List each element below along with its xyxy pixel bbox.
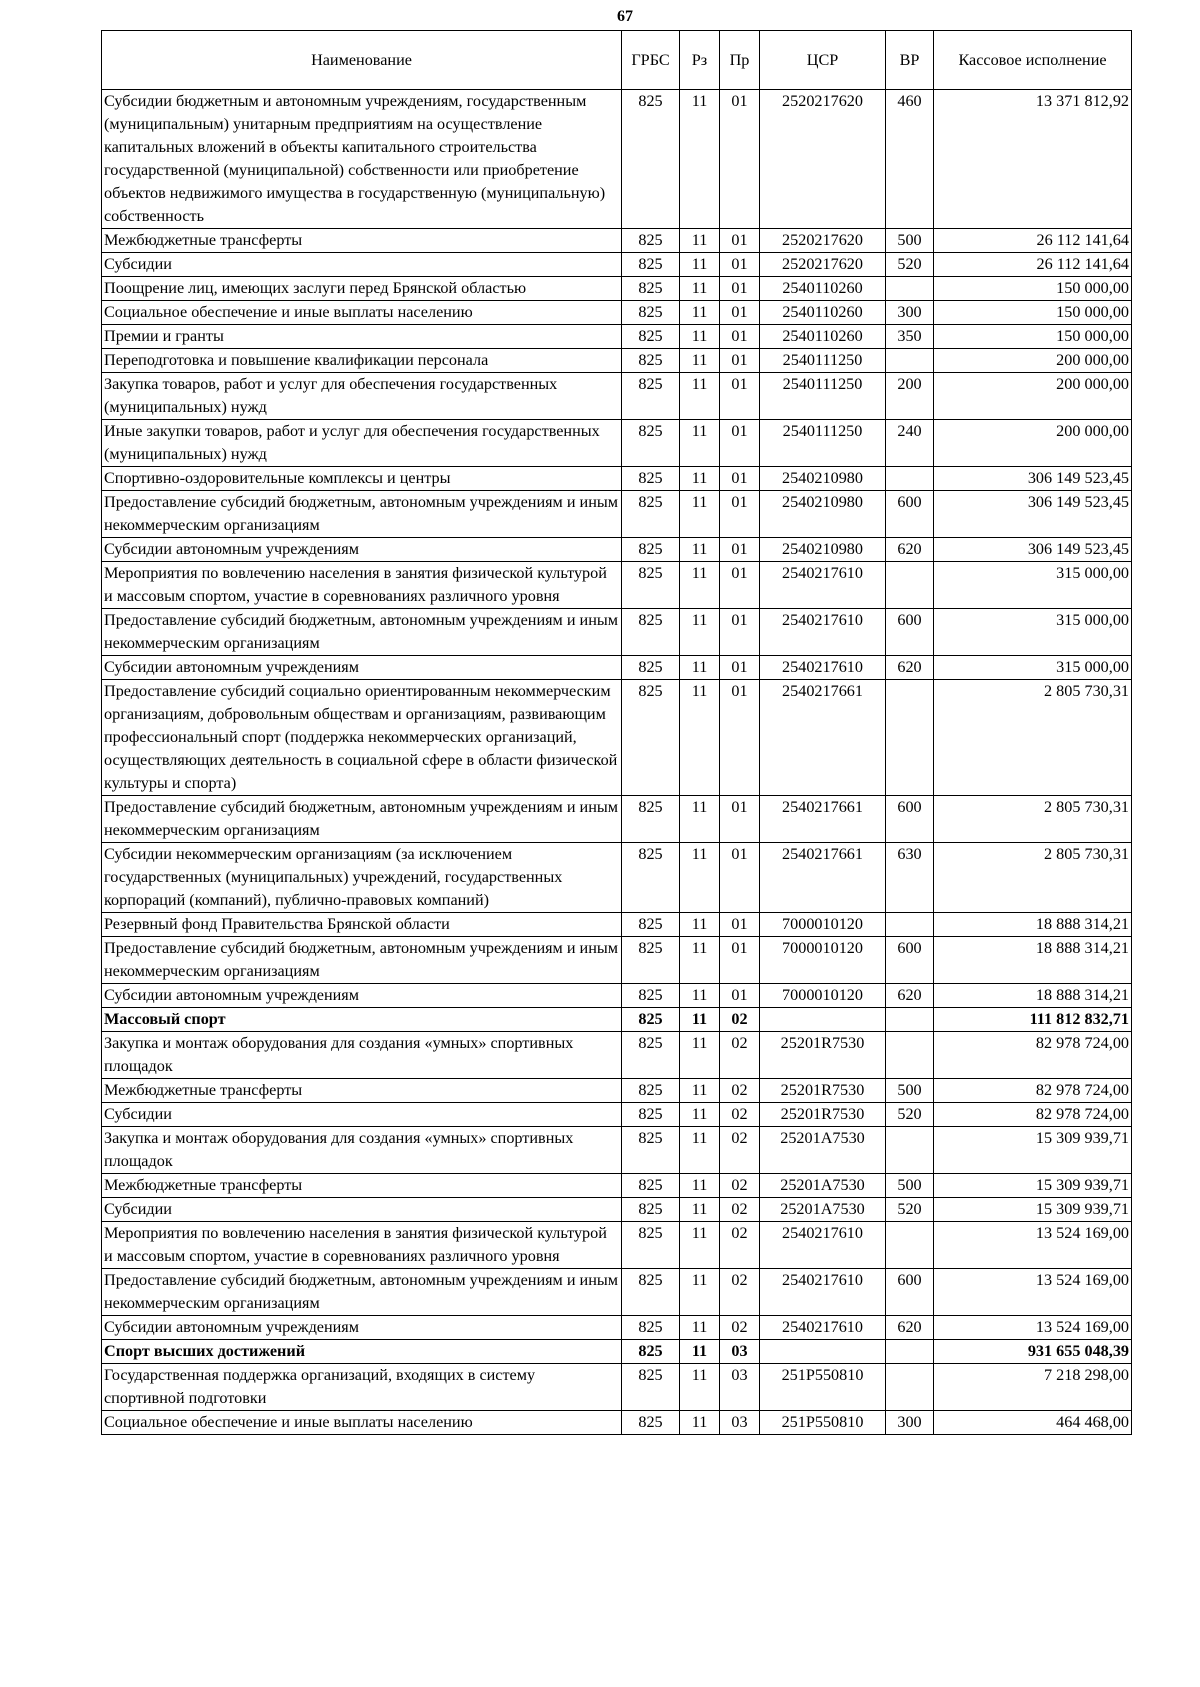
cell-csr: 251P550810 [760,1411,886,1435]
cell-name: Предоставление субсидий бюджетным, автономным учреждениям и иным некоммерческим организациям [102,937,622,984]
cell-vr [886,1364,934,1411]
cell-pr: 01 [720,913,760,937]
cell-grbs: 825 [622,796,680,843]
cell-name: Государственная поддержка организаций, входящих в систему спортивной подготовки [102,1364,622,1411]
cell-name: Субсидии некоммерческим организациям (за исключением государственных (муниципальных) учреждений, государственных корпораций (компаний), публично-правовых компаний) [102,843,622,913]
table-row [102,1198,1132,1222]
table-row [102,937,1132,984]
cell-rz: 11 [680,229,720,253]
cell-pr: 01 [720,937,760,984]
cell-csr: 25201R7530 [760,1032,886,1079]
cell-pr: 01 [720,325,760,349]
cell-vr: 500 [886,1079,934,1103]
cell-vr: 350 [886,325,934,349]
cell-pr: 01 [720,843,760,913]
cell-csr: 25201R7530 [760,1079,886,1103]
cell-name: Иные закупки товаров, работ и услуг для обеспечения государственных (муниципальных) нужд [102,420,622,467]
cell-rz: 11 [680,277,720,301]
cell-vr: 520 [886,1198,934,1222]
cell-amount: 82 978 724,00 [934,1032,1132,1079]
cell-pr: 02 [720,1174,760,1198]
cell-amount: 315 000,00 [934,609,1132,656]
cell-pr: 03 [720,1340,760,1364]
cell-name: Закупка и монтаж оборудования для создания «умных» спортивных площадок [102,1127,622,1174]
cell-csr: 2540217610 [760,1222,886,1269]
cell-grbs: 825 [622,373,680,420]
cell-grbs: 825 [622,1103,680,1127]
cell-grbs: 825 [622,656,680,680]
cell-grbs: 825 [622,325,680,349]
cell-amount: 15 309 939,71 [934,1174,1132,1198]
cell-vr: 300 [886,1411,934,1435]
cell-vr [886,680,934,796]
header-rz: Рз [680,31,720,90]
cell-amount: 18 888 314,21 [934,937,1132,984]
table-row [102,325,1132,349]
cell-grbs: 825 [622,301,680,325]
table-row [102,843,1132,913]
cell-grbs: 825 [622,680,680,796]
cell-amount: 306 149 523,45 [934,491,1132,538]
cell-grbs: 825 [622,1364,680,1411]
cell-vr: 520 [886,253,934,277]
table-row [102,538,1132,562]
cell-pr: 02 [720,1198,760,1222]
cell-vr [886,1127,934,1174]
table-row [102,984,1132,1008]
header-vr: ВР [886,31,934,90]
cell-vr: 460 [886,90,934,229]
cell-amount: 15 309 939,71 [934,1127,1132,1174]
cell-pr: 01 [720,467,760,491]
cell-vr: 300 [886,301,934,325]
cell-csr: 2540110260 [760,301,886,325]
cell-pr: 01 [720,491,760,538]
cell-pr: 01 [720,373,760,420]
table-row [102,656,1132,680]
cell-csr: 2540111250 [760,420,886,467]
cell-amount: 2 805 730,31 [934,843,1132,913]
table-body [102,90,1132,1435]
cell-amount: 18 888 314,21 [934,913,1132,937]
cell-csr: 2520217620 [760,253,886,277]
cell-pr: 02 [720,1079,760,1103]
cell-name: Межбюджетные трансферты [102,229,622,253]
cell-amount: 13 524 169,00 [934,1222,1132,1269]
cell-csr: 7000010120 [760,984,886,1008]
cell-rz: 11 [680,562,720,609]
cell-amount: 306 149 523,45 [934,538,1132,562]
cell-pr: 02 [720,1008,760,1032]
cell-amount: 7 218 298,00 [934,1364,1132,1411]
cell-name: Субсидии [102,1103,622,1127]
cell-vr: 620 [886,656,934,680]
cell-vr: 600 [886,491,934,538]
table-row [102,467,1132,491]
table-row [102,1411,1132,1435]
cell-vr: 500 [886,229,934,253]
header-name: Наименование [102,31,622,90]
cell-rz: 11 [680,1079,720,1103]
cell-amount: 15 309 939,71 [934,1198,1132,1222]
cell-csr: 25201A7530 [760,1127,886,1174]
cell-rz: 11 [680,325,720,349]
cell-amount: 82 978 724,00 [934,1103,1132,1127]
cell-csr: 251P550810 [760,1364,886,1411]
cell-rz: 11 [680,656,720,680]
cell-grbs: 825 [622,277,680,301]
cell-pr: 01 [720,984,760,1008]
table-row [102,90,1132,229]
cell-name: Резервный фонд Правительства Брянской области [102,913,622,937]
cell-pr: 01 [720,301,760,325]
cell-csr: 2540217661 [760,680,886,796]
cell-grbs: 825 [622,349,680,373]
cell-name: Субсидии бюджетным и автономным учреждениям, государственным (муниципальным) унитарным предприятиям на осуществление капитальных вложений в объекты капитального строительства государственной (муниципальной) собственности или приобретение объектов недвижимого имущества в государственную (муниципальную) собственность [102,90,622,229]
cell-rz: 11 [680,491,720,538]
cell-vr: 240 [886,420,934,467]
cell-pr: 01 [720,656,760,680]
cell-csr: 2540210980 [760,467,886,491]
cell-rz: 11 [680,1340,720,1364]
cell-rz: 11 [680,609,720,656]
cell-pr: 01 [720,680,760,796]
header-grbs: ГРБС [622,31,680,90]
cell-csr: 7000010120 [760,913,886,937]
table-row [102,277,1132,301]
cell-rz: 11 [680,1316,720,1340]
cell-vr [886,1222,934,1269]
cell-pr: 02 [720,1222,760,1269]
cell-name: Субсидии [102,253,622,277]
cell-csr: 2540110260 [760,277,886,301]
cell-name: Закупка и монтаж оборудования для создания «умных» спортивных площадок [102,1032,622,1079]
cell-vr [886,349,934,373]
cell-grbs: 825 [622,1127,680,1174]
cell-csr: 25201R7530 [760,1103,886,1127]
cell-grbs: 825 [622,229,680,253]
table-row [102,1316,1132,1340]
cell-rz: 11 [680,349,720,373]
cell-amount: 26 112 141,64 [934,253,1132,277]
cell-csr: 7000010120 [760,937,886,984]
cell-grbs: 825 [622,1411,680,1435]
cell-grbs: 825 [622,843,680,913]
cell-pr: 01 [720,277,760,301]
cell-rz: 11 [680,1008,720,1032]
cell-rz: 11 [680,1174,720,1198]
cell-rz: 11 [680,796,720,843]
cell-rz: 11 [680,373,720,420]
table-header-row [102,31,1132,90]
cell-amount: 931 655 048,39 [934,1340,1132,1364]
cell-name: Переподготовка и повышение квалификации персонала [102,349,622,373]
cell-amount: 13 524 169,00 [934,1269,1132,1316]
cell-grbs: 825 [622,937,680,984]
cell-grbs: 825 [622,420,680,467]
cell-amount: 13 371 812,92 [934,90,1132,229]
header-amount: Кассовое исполнение [934,31,1132,90]
cell-grbs: 825 [622,913,680,937]
table-row [102,796,1132,843]
cell-csr: 2540217610 [760,656,886,680]
cell-amount: 315 000,00 [934,656,1132,680]
table-row [102,491,1132,538]
table-row [102,1079,1132,1103]
cell-name: Предоставление субсидий бюджетным, автономным учреждениям и иным некоммерческим организациям [102,1269,622,1316]
table-row [102,229,1132,253]
cell-pr: 02 [720,1032,760,1079]
cell-amount: 200 000,00 [934,373,1132,420]
cell-vr: 600 [886,1269,934,1316]
cell-name: Предоставление субсидий бюджетным, автономным учреждениям и иным некоммерческим организациям [102,491,622,538]
cell-vr: 630 [886,843,934,913]
cell-vr: 520 [886,1103,934,1127]
cell-vr [886,1032,934,1079]
cell-amount: 200 000,00 [934,420,1132,467]
cell-grbs: 825 [622,1174,680,1198]
cell-pr: 01 [720,349,760,373]
cell-amount: 200 000,00 [934,349,1132,373]
cell-pr: 01 [720,796,760,843]
cell-rz: 11 [680,420,720,467]
cell-vr: 620 [886,538,934,562]
cell-amount: 150 000,00 [934,277,1132,301]
cell-vr [886,913,934,937]
cell-name: Субсидии [102,1198,622,1222]
table-row [102,680,1132,796]
cell-amount: 26 112 141,64 [934,229,1132,253]
cell-rz: 11 [680,301,720,325]
cell-csr: 2540111250 [760,349,886,373]
cell-rz: 11 [680,538,720,562]
cell-rz: 11 [680,1127,720,1174]
table-row [102,253,1132,277]
cell-vr: 500 [886,1174,934,1198]
cell-rz: 11 [680,1364,720,1411]
cell-name: Премии и гранты [102,325,622,349]
cell-name: Спорт высших достижений [102,1340,622,1364]
cell-amount: 464 468,00 [934,1411,1132,1435]
cell-rz: 11 [680,467,720,491]
cell-pr: 02 [720,1316,760,1340]
cell-grbs: 825 [622,562,680,609]
cell-name: Социальное обеспечение и иные выплаты населению [102,301,622,325]
cell-grbs: 825 [622,1222,680,1269]
cell-vr: 200 [886,373,934,420]
cell-pr: 01 [720,420,760,467]
cell-name: Субсидии автономным учреждениям [102,1316,622,1340]
cell-csr: 2540110260 [760,325,886,349]
cell-vr [886,562,934,609]
table-row [102,420,1132,467]
cell-amount: 18 888 314,21 [934,984,1132,1008]
cell-rz: 11 [680,90,720,229]
cell-name: Спортивно-оздоровительные комплексы и центры [102,467,622,491]
cell-grbs: 825 [622,467,680,491]
cell-grbs: 825 [622,1269,680,1316]
page-number: 67 [617,8,633,25]
cell-rz: 11 [680,1411,720,1435]
cell-name: Предоставление субсидий бюджетным, автономным учреждениям и иным некоммерческим организациям [102,796,622,843]
cell-grbs: 825 [622,1198,680,1222]
table-row [102,373,1132,420]
cell-vr [886,467,934,491]
cell-vr [886,277,934,301]
cell-rz: 11 [680,1103,720,1127]
table-row [102,1127,1132,1174]
cell-vr [886,1008,934,1032]
cell-pr: 01 [720,253,760,277]
cell-csr: 2540217610 [760,1269,886,1316]
cell-grbs: 825 [622,1340,680,1364]
cell-name: Предоставление субсидий бюджетным, автономным учреждениям и иным некоммерческим организациям [102,609,622,656]
cell-csr: 2540210980 [760,491,886,538]
table-row [102,301,1132,325]
cell-rz: 11 [680,1222,720,1269]
cell-vr: 600 [886,796,934,843]
cell-rz: 11 [680,984,720,1008]
cell-grbs: 825 [622,491,680,538]
cell-amount: 315 000,00 [934,562,1132,609]
cell-grbs: 825 [622,984,680,1008]
cell-grbs: 825 [622,609,680,656]
cell-amount: 111 812 832,71 [934,1008,1132,1032]
cell-pr: 01 [720,562,760,609]
cell-rz: 11 [680,843,720,913]
cell-grbs: 825 [622,1079,680,1103]
table-row [102,1222,1132,1269]
cell-amount: 13 524 169,00 [934,1316,1132,1340]
table-row [102,1008,1132,1032]
table-row [102,1340,1132,1364]
cell-rz: 11 [680,1032,720,1079]
cell-csr: 2540217610 [760,1316,886,1340]
cell-grbs: 825 [622,253,680,277]
cell-name: Межбюджетные трансферты [102,1079,622,1103]
cell-grbs: 825 [622,538,680,562]
cell-name: Поощрение лиц, имеющих заслуги перед Брянской областью [102,277,622,301]
cell-csr: 2540210980 [760,538,886,562]
cell-amount: 150 000,00 [934,301,1132,325]
cell-name: Мероприятия по вовлечению населения в занятия физической культурой и массовым спортом, участие в соревнованиях различного уровня [102,1222,622,1269]
cell-grbs: 825 [622,1032,680,1079]
cell-amount: 2 805 730,31 [934,680,1132,796]
cell-grbs: 825 [622,1316,680,1340]
cell-vr [886,1340,934,1364]
cell-vr: 620 [886,1316,934,1340]
cell-csr [760,1008,886,1032]
cell-amount: 2 805 730,31 [934,796,1132,843]
cell-grbs: 825 [622,90,680,229]
cell-csr [760,1340,886,1364]
cell-amount: 82 978 724,00 [934,1079,1132,1103]
cell-rz: 11 [680,253,720,277]
budget-table-container [101,30,1131,1435]
table-row [102,1364,1132,1411]
cell-pr: 01 [720,538,760,562]
cell-csr: 2540217661 [760,796,886,843]
cell-pr: 01 [720,90,760,229]
cell-amount: 150 000,00 [934,325,1132,349]
cell-rz: 11 [680,680,720,796]
cell-csr: 25201A7530 [760,1198,886,1222]
cell-csr: 2540111250 [760,373,886,420]
cell-vr: 620 [886,984,934,1008]
table-row [102,562,1132,609]
cell-name: Субсидии автономным учреждениям [102,984,622,1008]
cell-name: Закупка товаров, работ и услуг для обеспечения государственных (муниципальных) нужд [102,373,622,420]
cell-csr: 2520217620 [760,229,886,253]
cell-name: Межбюджетные трансферты [102,1174,622,1198]
cell-pr: 03 [720,1411,760,1435]
cell-amount: 306 149 523,45 [934,467,1132,491]
cell-pr: 02 [720,1103,760,1127]
cell-rz: 11 [680,1269,720,1316]
cell-pr: 01 [720,609,760,656]
cell-csr: 2540217661 [760,843,886,913]
header-csr: ЦСР [760,31,886,90]
cell-name: Массовый спорт [102,1008,622,1032]
cell-name: Субсидии автономным учреждениям [102,538,622,562]
cell-csr: 2520217620 [760,90,886,229]
table-row [102,1174,1132,1198]
table-row [102,609,1132,656]
cell-vr: 600 [886,609,934,656]
table-row [102,913,1132,937]
budget-execution-table [101,30,1132,1435]
cell-name: Мероприятия по вовлечению населения в занятия физической культурой и массовым спортом, участие в соревнованиях различного уровня [102,562,622,609]
cell-csr: 25201A7530 [760,1174,886,1198]
cell-pr: 01 [720,229,760,253]
cell-name: Субсидии автономным учреждениям [102,656,622,680]
header-pr: Пр [720,31,760,90]
table-row [102,349,1132,373]
cell-pr: 02 [720,1269,760,1316]
table-row [102,1269,1132,1316]
table-row [102,1032,1132,1079]
cell-rz: 11 [680,1198,720,1222]
cell-csr: 2540217610 [760,609,886,656]
cell-vr: 600 [886,937,934,984]
cell-pr: 02 [720,1127,760,1174]
cell-grbs: 825 [622,1008,680,1032]
cell-name: Предоставление субсидий социально ориентированным некоммерческим организациям, добровольным обществам и организациям, развивающим профессиональный спорт (поддержка некоммерческих организаций, осуществляющих деятельность в социальной сфере в области физической культуры и спорта) [102,680,622,796]
cell-name: Социальное обеспечение и иные выплаты населению [102,1411,622,1435]
cell-rz: 11 [680,937,720,984]
cell-rz: 11 [680,913,720,937]
table-row [102,1103,1132,1127]
cell-csr: 2540217610 [760,562,886,609]
cell-pr: 03 [720,1364,760,1411]
